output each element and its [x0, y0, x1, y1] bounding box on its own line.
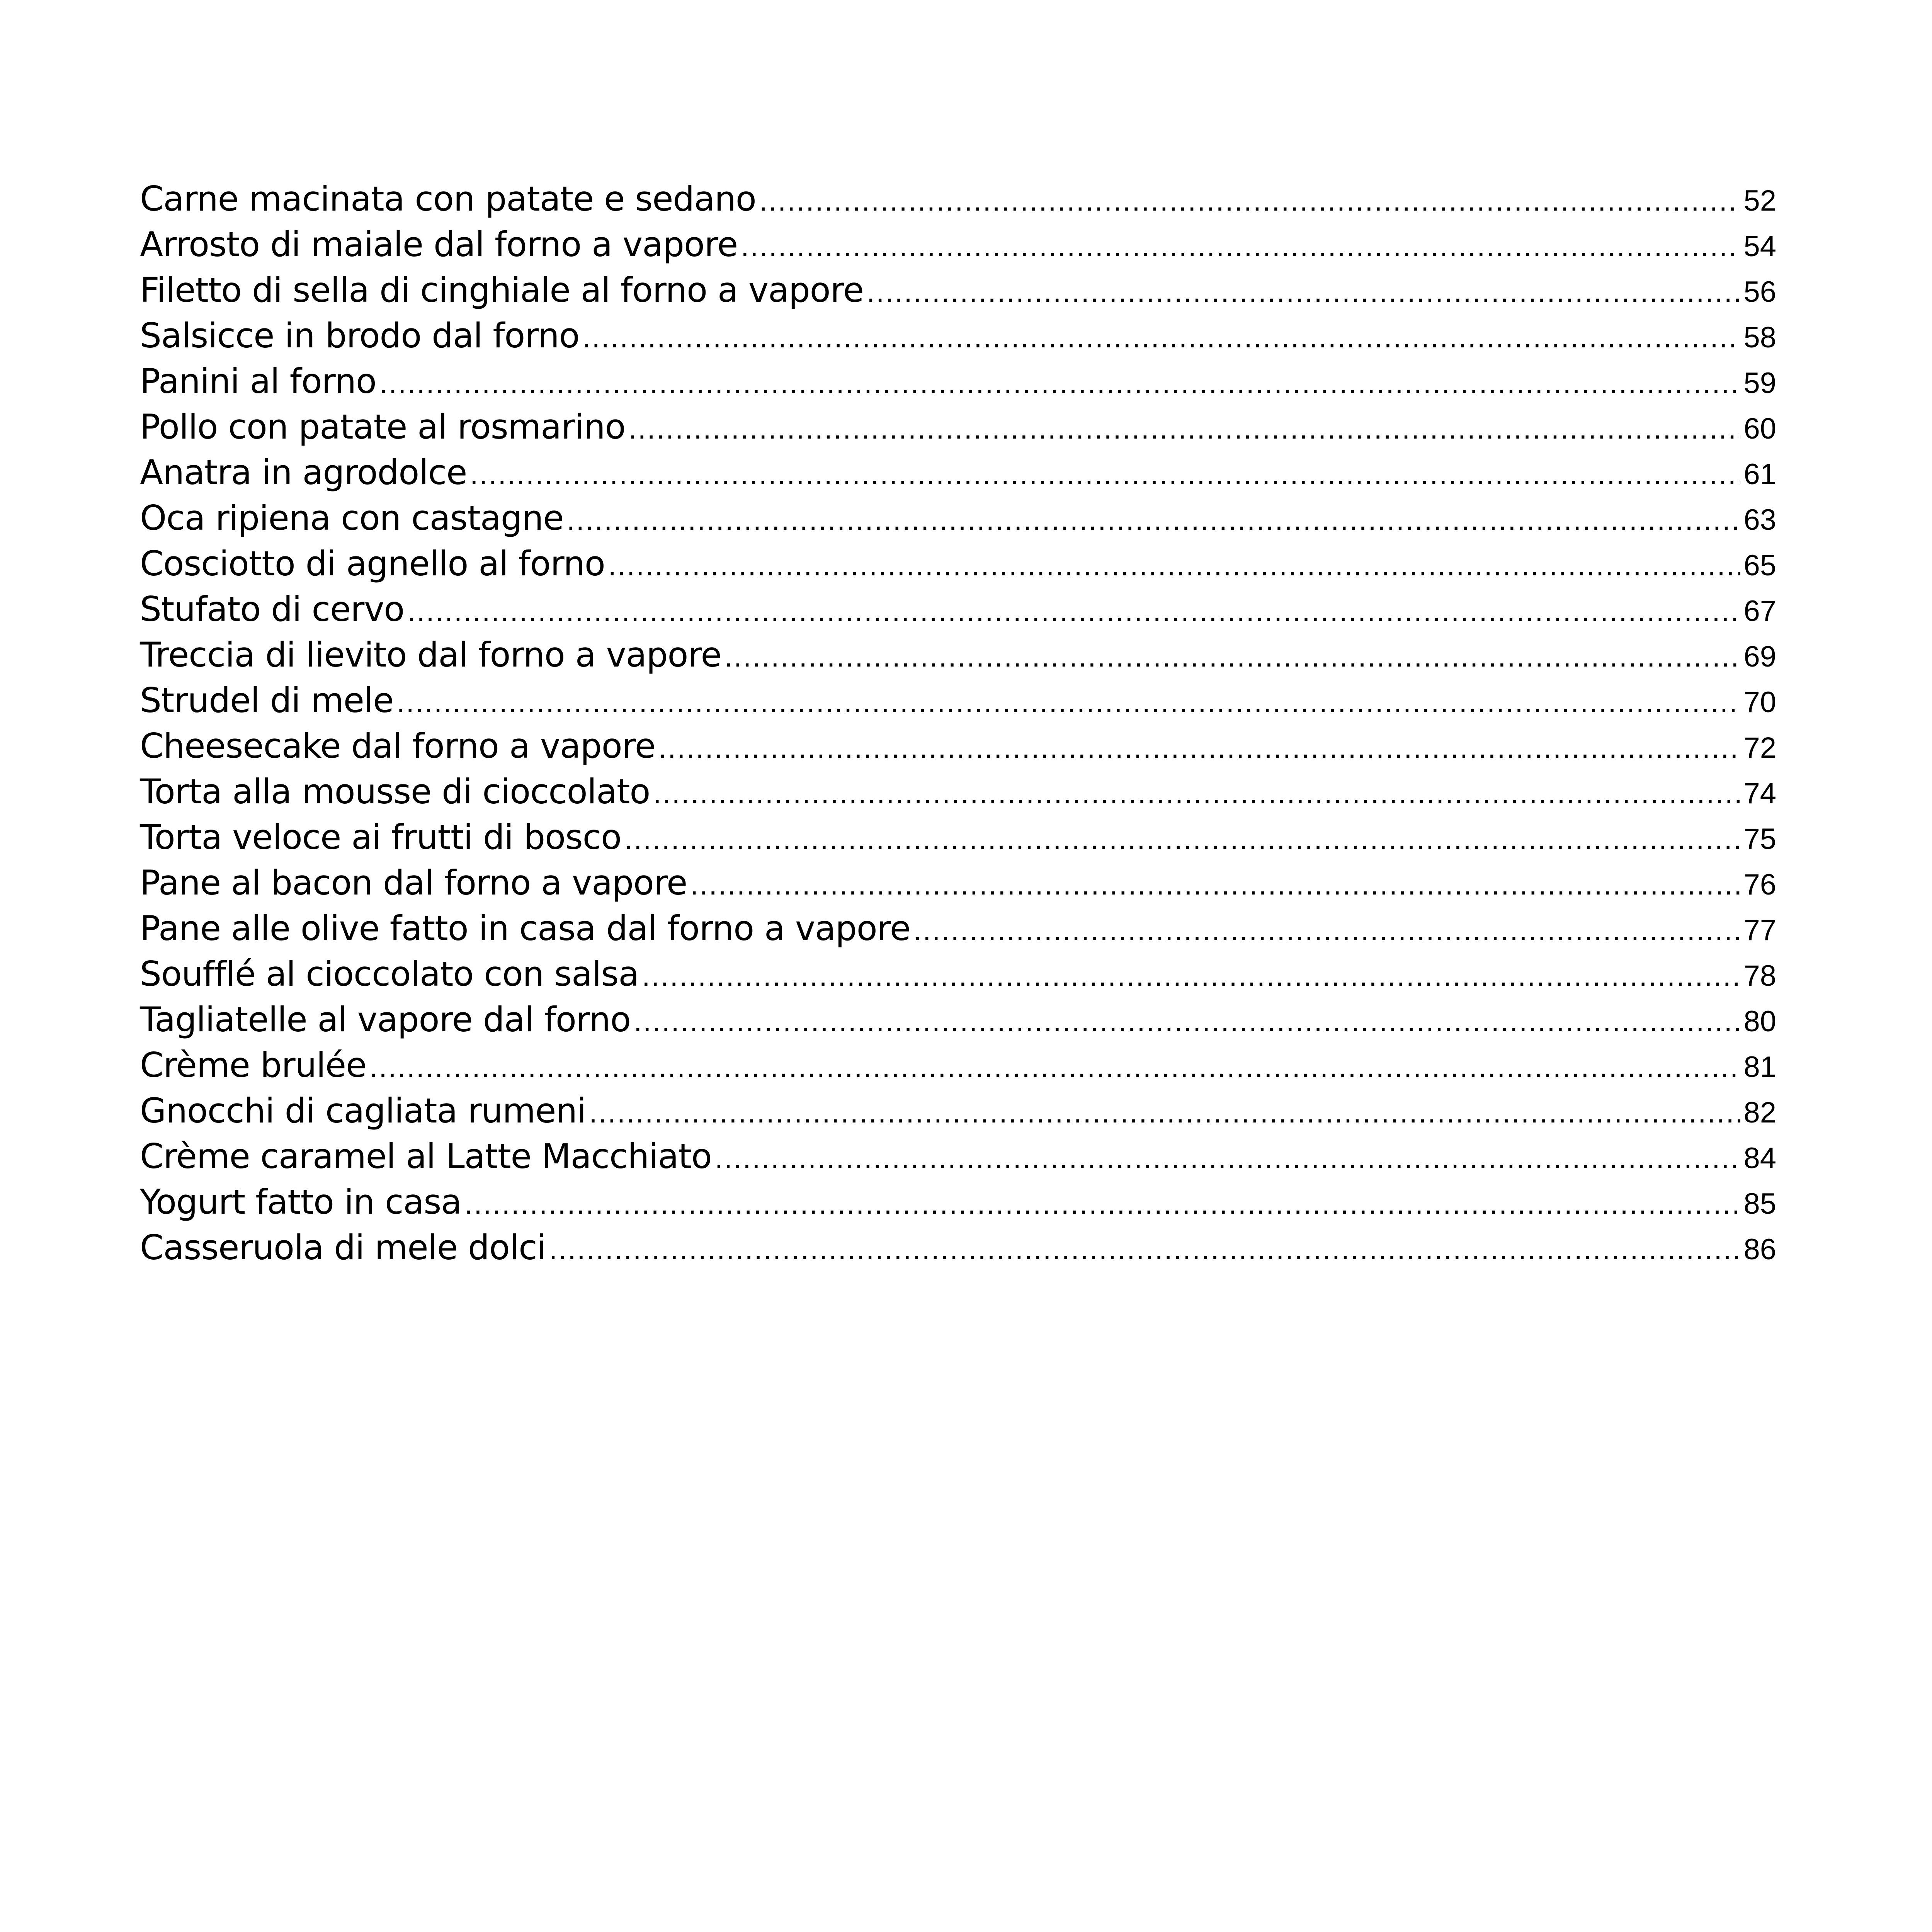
- toc-entry-title: Yogurt fatto in casa: [140, 1182, 462, 1222]
- toc-dot-leader: [715, 1141, 1741, 1175]
- toc-dot-leader: [583, 321, 1741, 354]
- toc-entry-title: Torta veloce ai frutti di bosco: [140, 817, 621, 857]
- toc-dot-leader: [741, 230, 1740, 263]
- toc-dot-leader: [549, 1233, 1740, 1266]
- toc-entry[interactable]: [140, 1136, 1776, 1182]
- toc-entry-page-number: 77: [1743, 914, 1776, 947]
- toc-entry-page-number: 75: [1743, 823, 1776, 855]
- toc-dot-leader: [642, 959, 1740, 993]
- toc-entry-page-number: 80: [1743, 1005, 1776, 1038]
- toc-entry-title: Panini al forno: [140, 361, 376, 401]
- toc-entry-title: Tagliatelle al vapore dal forno: [140, 1000, 631, 1039]
- toc-dot-leader: [464, 1187, 1740, 1221]
- toc-entry[interactable]: [140, 544, 1776, 589]
- toc-entry-title: Gnocchi di cagliata rumeni: [140, 1091, 586, 1131]
- toc-entry[interactable]: [140, 1000, 1776, 1045]
- table-of-contents: [140, 179, 1776, 1273]
- toc-entry-page-number: 61: [1743, 458, 1776, 491]
- toc-entry[interactable]: [140, 224, 1776, 270]
- toc-entry-page-number: 76: [1743, 868, 1776, 901]
- toc-entry-title: Crème caramel al Latte Macchiato: [140, 1136, 712, 1176]
- toc-entry-title: Soufflé al cioccolato con salsa: [140, 954, 639, 994]
- toc-entry[interactable]: [140, 817, 1776, 863]
- toc-entry[interactable]: [140, 589, 1776, 635]
- toc-entry[interactable]: [140, 772, 1776, 817]
- toc-entry-title: Crème brulée: [140, 1045, 367, 1085]
- toc-dot-leader: [913, 913, 1740, 947]
- toc-entry-title: Torta alla mousse di cioccolato: [140, 772, 650, 811]
- toc-entry-page-number: 86: [1743, 1233, 1776, 1266]
- toc-dot-leader: [396, 685, 1740, 719]
- toc-entry[interactable]: [140, 726, 1776, 772]
- toc-entry[interactable]: [140, 407, 1776, 452]
- toc-entry[interactable]: [140, 452, 1776, 498]
- toc-dot-leader: [624, 822, 1740, 856]
- toc-entry-title: Oca ripiena con castagne: [140, 498, 564, 538]
- toc-entry-page-number: 81: [1743, 1051, 1776, 1083]
- toc-entry-page-number: 65: [1743, 549, 1776, 582]
- toc-dot-leader: [379, 366, 1741, 400]
- toc-entry-page-number: 54: [1743, 230, 1776, 263]
- toc-entry-page-number: 78: [1743, 959, 1776, 992]
- toc-entry-title: Salsicce in brodo dal forno: [140, 316, 580, 355]
- toc-entry-title: Treccia di lievito dal forno a vapore: [140, 635, 721, 675]
- toc-entry-page-number: 67: [1743, 595, 1776, 628]
- toc-entry-title: Arrosto di maiale dal forno a vapore: [140, 224, 738, 264]
- toc-entry[interactable]: [140, 1182, 1776, 1228]
- toc-entry-title: Pane alle olive fatto in casa dal forno a vapore: [140, 908, 911, 948]
- toc-entry-page-number: 69: [1743, 640, 1776, 673]
- toc-entry-page-number: 58: [1743, 321, 1776, 354]
- toc-entry[interactable]: [140, 680, 1776, 726]
- toc-entry-page-number: 84: [1743, 1142, 1776, 1175]
- toc-entry-title: Cheesecake dal forno a vapore: [140, 726, 655, 766]
- toc-entry[interactable]: [140, 635, 1776, 680]
- toc-dot-leader: [690, 868, 1740, 901]
- toc-entry[interactable]: [140, 361, 1776, 407]
- toc-entry-page-number: 52: [1743, 184, 1776, 217]
- toc-dot-leader: [628, 412, 1740, 446]
- toc-entry[interactable]: [140, 1091, 1776, 1136]
- toc-entry[interactable]: [140, 1045, 1776, 1091]
- toc-entry-title: Strudel di mele: [140, 680, 394, 720]
- toc-entry-page-number: 85: [1743, 1187, 1776, 1220]
- toc-entry-page-number: 82: [1743, 1096, 1776, 1129]
- toc-entry-page-number: 70: [1743, 686, 1776, 719]
- toc-entry-page-number: 56: [1743, 276, 1776, 308]
- toc-entry-title: Anatra in agrodolce: [140, 452, 467, 492]
- toc-dot-leader: [567, 503, 1741, 537]
- toc-dot-leader: [589, 1096, 1740, 1129]
- toc-entry-title: Stufato di cervo: [140, 589, 405, 629]
- toc-dot-leader: [658, 731, 1740, 765]
- toc-entry-title: Carne macinata con patate e sedano: [140, 179, 756, 219]
- toc-entry[interactable]: [140, 954, 1776, 1000]
- toc-entry-title: Pane al bacon dal forno a vapore: [140, 863, 687, 903]
- toc-entry-title: Filetto di sella di cinghiale al forno a vapore: [140, 270, 864, 310]
- toc-dot-leader: [759, 184, 1741, 218]
- toc-entry-page-number: 74: [1743, 777, 1776, 810]
- toc-entry-page-number: 60: [1743, 412, 1776, 445]
- toc-entry-page-number: 72: [1743, 731, 1776, 764]
- toc-entry-page-number: 59: [1743, 367, 1776, 400]
- toc-entry-title: Cosciotto di agnello al forno: [140, 544, 605, 583]
- toc-entry[interactable]: [140, 316, 1776, 361]
- toc-dot-leader: [369, 1050, 1740, 1084]
- toc-entry[interactable]: [140, 863, 1776, 908]
- toc-entry[interactable]: [140, 498, 1776, 544]
- toc-dot-leader: [470, 457, 1740, 491]
- toc-entry[interactable]: [140, 270, 1776, 316]
- toc-dot-leader: [608, 549, 1741, 582]
- toc-entry[interactable]: [140, 908, 1776, 954]
- toc-dot-leader: [867, 275, 1740, 309]
- toc-entry[interactable]: [140, 1228, 1776, 1273]
- toc-entry[interactable]: [140, 179, 1776, 224]
- toc-dot-leader: [653, 777, 1740, 810]
- toc-dot-leader: [407, 594, 1740, 628]
- toc-entry-title: Pollo con patate al rosmarino: [140, 407, 626, 447]
- toc-dot-leader: [724, 640, 1741, 673]
- toc-entry-page-number: 63: [1743, 503, 1776, 536]
- toc-entry-title: Casseruola di mele dolci: [140, 1228, 546, 1267]
- toc-dot-leader: [634, 1005, 1740, 1038]
